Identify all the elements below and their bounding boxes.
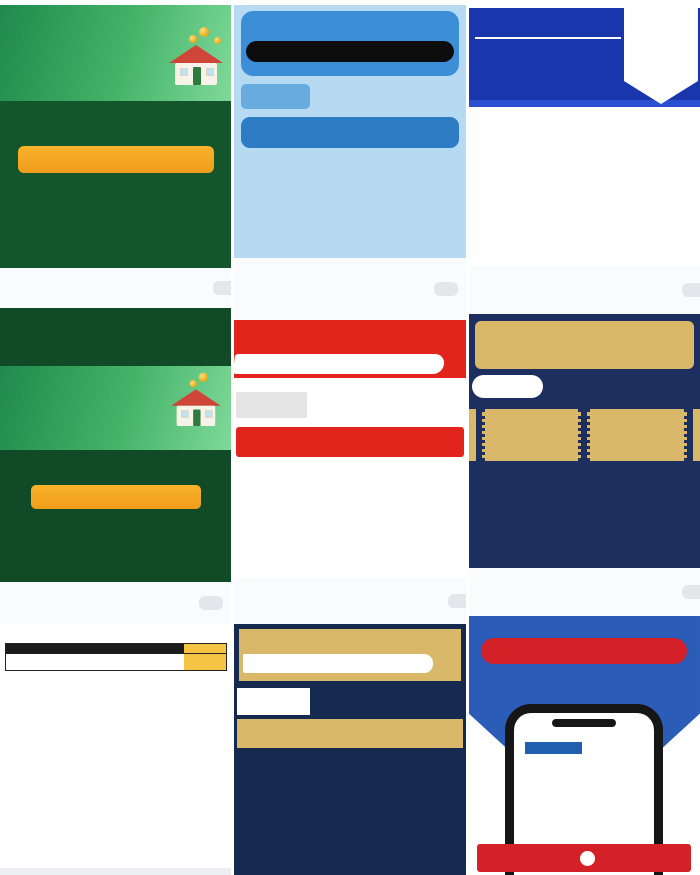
select-balance-label: [234, 681, 465, 688]
rates-ribbon: [246, 41, 454, 62]
falling-coin-icon: [189, 35, 197, 43]
get-quote-button[interactable]: [213, 281, 231, 295]
learn-more-button[interactable]: [682, 283, 700, 297]
brush-stripe: [243, 654, 433, 673]
ad-green-body: [0, 101, 231, 268]
tool-title-block: [0, 308, 231, 366]
benefit-tickets: [469, 409, 700, 461]
house-roof: [169, 45, 223, 63]
cell-current: [57, 654, 97, 670]
house-window: [205, 410, 212, 417]
ad-refinance-navy-pills: [469, 314, 700, 568]
ad-header: [241, 11, 458, 76]
calculate-payment-button[interactable]: [241, 117, 458, 148]
learn-more-button[interactable]: [199, 596, 223, 610]
benefit-lower-repayments: [482, 409, 582, 461]
calculate-payment-button[interactable]: [236, 427, 463, 457]
divider: [475, 37, 621, 39]
ticket-edge: [469, 409, 476, 461]
cell-refinance: [97, 654, 141, 670]
cashback-pill: [481, 638, 687, 664]
amount-grid: [234, 388, 465, 418]
calculate-payment-button[interactable]: [237, 719, 462, 748]
amount-option[interactable]: [524, 741, 583, 755]
learn-more-button[interactable]: [434, 282, 458, 296]
house-icon: [166, 376, 225, 429]
cell-default: [140, 654, 184, 670]
amount-grid: [234, 688, 465, 715]
benefit-money-back: [587, 409, 687, 461]
col-header-current-rate: [57, 644, 97, 653]
house-icon: [163, 31, 227, 89]
house-roof: [171, 389, 221, 406]
phone-notch: [552, 719, 616, 727]
amount-grid: [241, 84, 458, 109]
ad-refinance-royal-blue: [469, 8, 700, 266]
ad-green-mortgage: [0, 5, 231, 268]
fb-footer: [469, 568, 700, 616]
next-footer-edge: [0, 868, 231, 875]
cell-cost: [184, 654, 226, 670]
fb-footer: [234, 258, 465, 320]
fb-footer: [234, 578, 465, 624]
ad-refinance-phone: [469, 616, 700, 875]
learn-more-button[interactable]: [682, 585, 700, 599]
arrow-circle-icon: [580, 851, 595, 866]
find-out-save-button[interactable]: [18, 146, 214, 173]
amount-option[interactable]: [241, 84, 309, 109]
ads-column-middle: [234, 0, 465, 875]
col-header-cost: [184, 644, 226, 653]
amount-option[interactable]: [472, 375, 544, 398]
fb-footer: [0, 268, 231, 308]
house-window: [182, 410, 189, 417]
falling-coin-icon: [199, 373, 208, 382]
col-header-default-rate: [140, 644, 184, 653]
fb-footer: [0, 582, 231, 624]
house-window: [206, 68, 214, 76]
col-header-refinance-rate: [97, 644, 141, 653]
ad-green-header: [0, 366, 231, 450]
ad-aussie-homeowners: [0, 624, 231, 875]
house-door: [193, 409, 200, 426]
find-out-save-button[interactable]: [31, 485, 201, 509]
amount-grid: [469, 369, 700, 398]
falling-coin-icon: [190, 380, 197, 387]
calculate-payment-button[interactable]: [477, 844, 691, 872]
house-door: [193, 67, 201, 85]
fb-footer: [469, 266, 700, 314]
learn-more-button[interactable]: [448, 594, 466, 608]
table-body: [6, 653, 226, 670]
table-header-row: [6, 644, 226, 653]
select-balance-label: [234, 378, 465, 388]
payments-table: [5, 643, 227, 671]
ad-header: [239, 629, 460, 681]
col-header-home-value: [6, 644, 58, 653]
table-row: [6, 653, 226, 670]
ad-green-body: [0, 450, 231, 509]
ad-header: [234, 320, 465, 378]
ad-home-loan-blue: [234, 5, 465, 258]
ad-header: [475, 321, 694, 369]
cell-home-value: [6, 654, 58, 670]
benefits-label: [469, 398, 700, 409]
amount-grid: [514, 735, 654, 755]
falling-coin-icon: [199, 27, 209, 37]
amount-option[interactable]: [237, 688, 310, 715]
ads-column-left: [0, 0, 231, 875]
falling-coin-icon: [214, 37, 221, 44]
ticket-edge: [693, 409, 700, 461]
ads-column-right: [469, 0, 700, 875]
amount-option[interactable]: [236, 392, 307, 418]
ad-repayment-saver: [0, 308, 231, 582]
brush-stripe: [234, 354, 445, 374]
ad-green-header: [0, 5, 231, 101]
house-window: [180, 68, 188, 76]
ad-refinance-red: [234, 320, 465, 578]
ad-refinance-navy-gold: [234, 624, 465, 875]
